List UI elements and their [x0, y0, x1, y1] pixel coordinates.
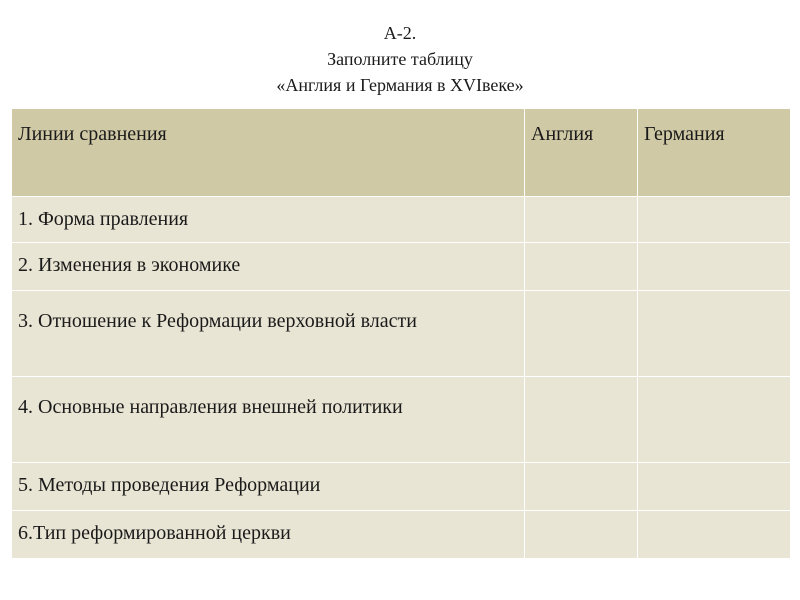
table-row	[12, 377, 791, 463]
germany-cell[interactable]	[638, 511, 791, 559]
germany-cell[interactable]	[638, 291, 791, 377]
task-instruction: Заполните таблицу	[327, 49, 473, 69]
england-cell[interactable]	[525, 511, 638, 559]
criterion-cell: 3. Отношение к Реформации верховной власти	[12, 291, 525, 377]
england-cell[interactable]	[525, 377, 638, 463]
table-row	[12, 511, 791, 559]
england-cell[interactable]	[525, 197, 638, 243]
table-title: «Англия и Германия в XVIвеке»	[276, 75, 524, 95]
page-title	[0, 20, 800, 98]
germany-cell[interactable]	[638, 463, 791, 511]
germany-cell[interactable]	[638, 197, 791, 243]
header-germany: Германия	[638, 109, 791, 197]
criterion-cell: 5. Методы проведения Реформации	[12, 463, 525, 511]
criterion-cell: 6.Тип реформированной церкви	[12, 511, 525, 559]
england-cell[interactable]	[525, 291, 638, 377]
table-row	[12, 463, 791, 511]
germany-cell[interactable]	[638, 243, 791, 291]
criterion-cell: 2. Изменения в экономике	[12, 243, 525, 291]
table-row	[12, 291, 791, 377]
germany-cell[interactable]	[638, 377, 791, 463]
comparison-table	[11, 108, 791, 559]
criterion-cell: 1. Форма правления	[12, 197, 525, 243]
table-row	[12, 243, 791, 291]
table-row	[12, 197, 791, 243]
england-cell[interactable]	[525, 243, 638, 291]
table-header-row	[12, 109, 791, 197]
header-criteria: Линии сравнения	[12, 109, 525, 197]
england-cell[interactable]	[525, 463, 638, 511]
task-number: А-2.	[383, 23, 417, 43]
criterion-cell: 4. Основные направления внешней политики	[12, 377, 525, 463]
header-england: Англия	[525, 109, 638, 197]
